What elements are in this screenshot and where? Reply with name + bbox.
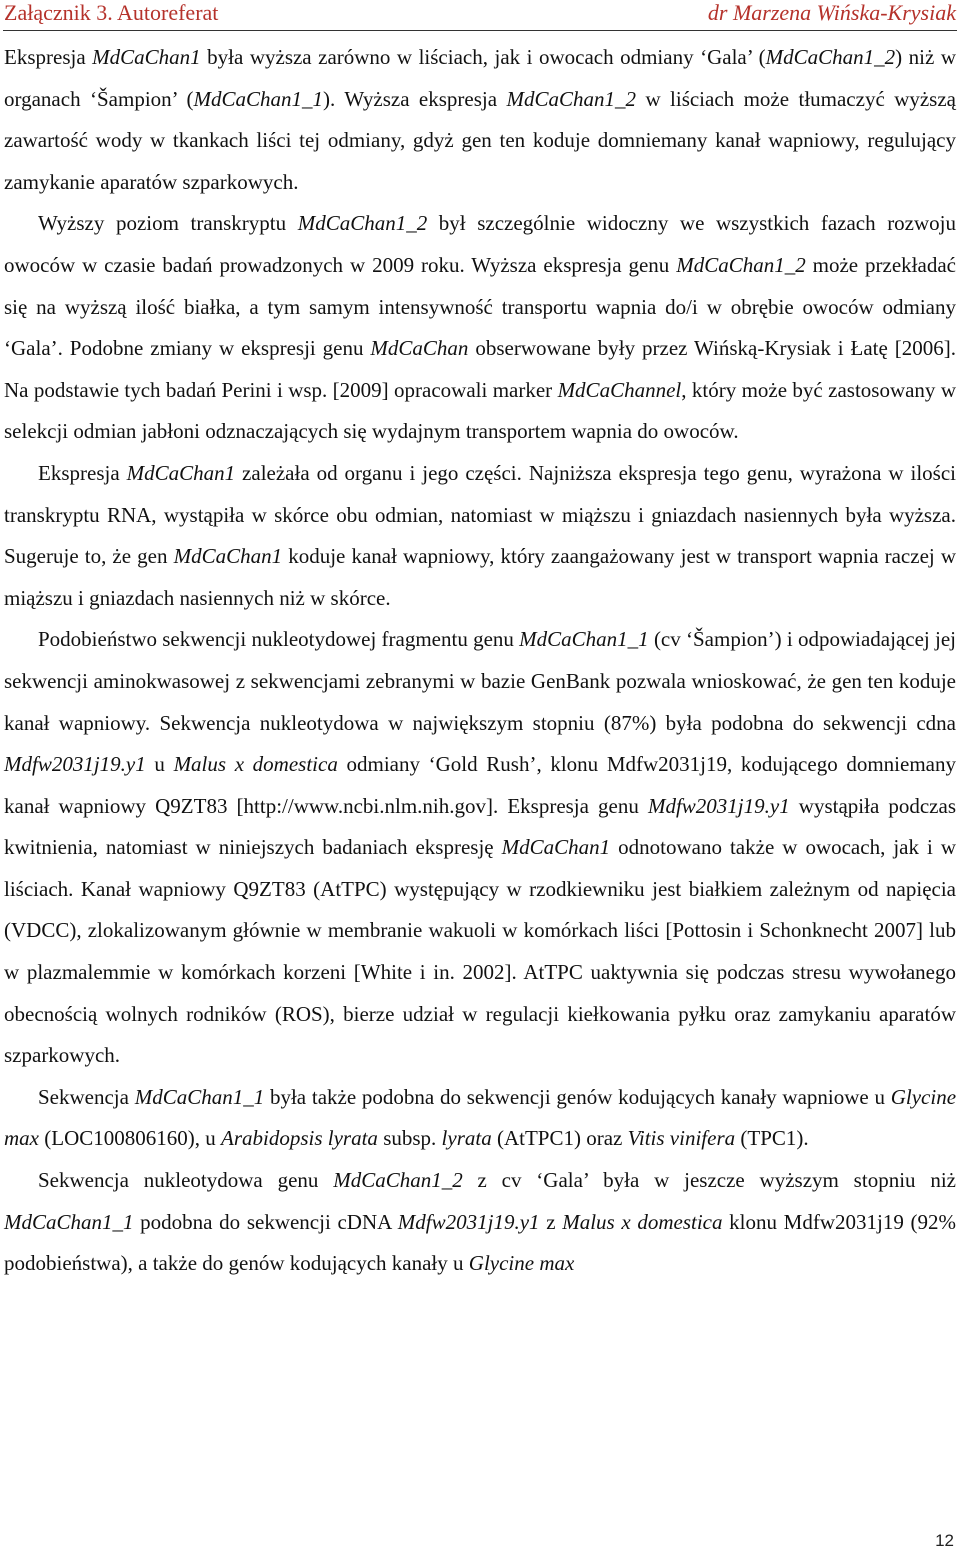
italic-term: Vitis vinifera	[627, 1126, 736, 1151]
italic-term: MdCaChan1	[92, 45, 201, 69]
text-run: wystąpiła podczas kwitnienia, natomiast w niniejszych badaniach ekspresję	[4, 793, 956, 860]
text-run: , który może być zastosowany w selekcji odmian jabłoni odznaczających się wydajnym transportem wapnia do owoców.	[4, 377, 956, 444]
paragraph	[4, 1160, 956, 1285]
text-run: ) niż w organach ‘Šampion’ (	[4, 45, 956, 111]
italic-term: MdCaChan1_2	[333, 1168, 463, 1193]
italic-term: Mdfw2031j19.y1	[4, 752, 146, 777]
italic-term: MdCaChan1_1	[519, 627, 649, 652]
italic-term: MdCaChan1	[173, 544, 283, 569]
paragraph	[4, 453, 956, 619]
text-run: podobna do sekwencji cDNA	[133, 1209, 398, 1234]
paragraph	[4, 203, 956, 453]
text-run: u	[145, 752, 174, 777]
text-run: klonu Mdfw2031j19 (92% podobieństwa), a także do genów kodujących kanały u	[4, 1209, 956, 1276]
paragraph	[4, 619, 956, 1077]
page-number: 12	[935, 1531, 954, 1550]
italic-term: MdCaChan1_2	[297, 211, 428, 236]
italic-term: Malus x domestica	[173, 752, 338, 777]
paragraph	[4, 1077, 956, 1160]
text-run: z	[539, 1209, 563, 1234]
text-run: Wyższy poziom transkryptu	[38, 211, 298, 236]
text-run: odnotowano także w owocach, jak i w liściach. Kanał wapniowy Q9ZT83 (AtTPC) występujący w rzodkiewniku jest białkiem zależnym od napięcia (VDCC), zlokalizowanym głównie w membranie wakuoli w komórkach liści [Pottosin i Schonknecht 2007] lub w plazmalemmie w komórkach korzeni [White i in. 2002]. AtTPC uaktywnia się podczas stresu wywołanego obecnością wolnych rodników (ROS), bierze udział w regulacji kiełkowania pyłku oraz zamykaniu aparatów szparkowych.	[4, 835, 956, 1068]
italic-term: MdCaChan1_2	[676, 252, 806, 277]
italic-term: MdCaChan1_1	[134, 1084, 265, 1109]
header-divider	[3, 30, 957, 31]
document-body	[4, 37, 956, 1285]
text-run: w liściach może tłumaczyć wyższą zawartość wody w tkankach liści tej odmiany, gdyż gen ten koduje domniemany kanał wapniowy, regulujący zamykanie aparatów szparkowych.	[4, 86, 956, 194]
text-run: (AtTPC1) oraz	[491, 1126, 628, 1151]
italic-term: Arabidopsis lyrata	[221, 1126, 378, 1151]
italic-term: Glycine max	[4, 1084, 957, 1151]
italic-term: MdCaChan1_2	[765, 45, 896, 69]
page-header	[4, 0, 956, 28]
italic-term: MdCaChannel	[557, 377, 682, 402]
text-run: subsp.	[377, 1126, 442, 1151]
italic-term: MdCaChan1_2	[506, 86, 637, 111]
text-run: Sekwencja nukleotydowa genu	[38, 1168, 334, 1193]
text-run: Sekwencja	[38, 1084, 135, 1109]
italic-term: MdCaChan1	[501, 835, 611, 860]
text-run: był szczególnie widoczny we wszystkich fazach rozwoju owoców w czasie badań prowadzonych w 2009 roku. Wyższa ekspresja genu	[4, 211, 957, 277]
text-run: koduje kanał wapniowy, który zaangażowany jest w transport wapnia raczej w miąższu i gniazdach nasiennych niż w skórce.	[4, 544, 956, 610]
text-run: może przekładać się na wyższą ilość białka, a tym samym intensywność transportu wapnia do/i w obrębie owoców odmiany ‘Gala’. Podobne zmiany w ekspresji genu	[4, 252, 956, 361]
text-run: obserwowane były przez Wińską-Krysiak i Łatę [2006]. Na podstawie tych badań Perini i wsp. [2009] opracowali marker	[4, 336, 956, 402]
text-run: Podobieństwo sekwencji nukleotydowej fragmentu genu	[38, 627, 520, 652]
text-run: (cv ‘Šampion’) i odpowiadającej jej sekwencji aminokwasowej z sekwencjami zebranymi w bazie GenBank pozwala wnioskować, że gen ten koduje kanał wapniowy. Sekwencja nukleotydowa w największym stopniu (87%) była podobna do sekwencji cdna	[4, 627, 957, 735]
paragraph	[4, 37, 956, 203]
text-run: Ekspresja	[38, 460, 127, 485]
text-run: była także podobna do sekwencji genów kodujących kanały wapniowe u	[264, 1084, 891, 1109]
header-left-title: Załącznik 3. Autoreferat	[4, 0, 219, 25]
text-run: (TPC1).	[735, 1126, 809, 1151]
italic-term: Mdfw2031j19.y1	[397, 1209, 540, 1234]
text-run: Ekspresja	[4, 45, 93, 69]
italic-term: Mdfw2031j19.y1	[647, 793, 790, 818]
italic-term: MdCaChan1_1	[193, 86, 324, 111]
italic-term: MdCaChan1	[126, 460, 236, 485]
text-run: zależała od organu i jego części. Najniższa ekspresja tego genu, wyrażona w ilości transkryptu RNA, wystąpiła w skórce obu odmian, natomiast w miąższu i gniazdach nasiennych była wyższa. Sugeruje to, że gen	[4, 460, 956, 569]
italic-term: Malus x domestica	[562, 1209, 723, 1234]
text-run: z cv ‘Gala’ była w jeszcze wyższym stopniu niż	[462, 1168, 956, 1193]
text-run: (LOC100806160), u	[39, 1126, 221, 1151]
italic-term: Glycine max	[468, 1251, 575, 1276]
text-run: odmiany ‘Gold Rush’, klonu Mdfw2031j19, kodującego domniemany kanał wapniowy Q9ZT83 [http://www.ncbi.nlm.nih.gov]. Ekspresja genu	[4, 752, 956, 818]
italic-term: MdCaChan	[370, 336, 469, 361]
italic-term: MdCaChan1_1	[4, 1209, 134, 1234]
italic-term: lyrata	[441, 1126, 492, 1151]
header-author: dr Marzena Wińska-Krysiak	[707, 0, 956, 25]
text-run: ). Wyższa ekspresja	[323, 86, 507, 111]
text-run: była wyższa zarówno w liściach, jak i owocach odmiany ‘Gala’ (	[200, 45, 766, 69]
